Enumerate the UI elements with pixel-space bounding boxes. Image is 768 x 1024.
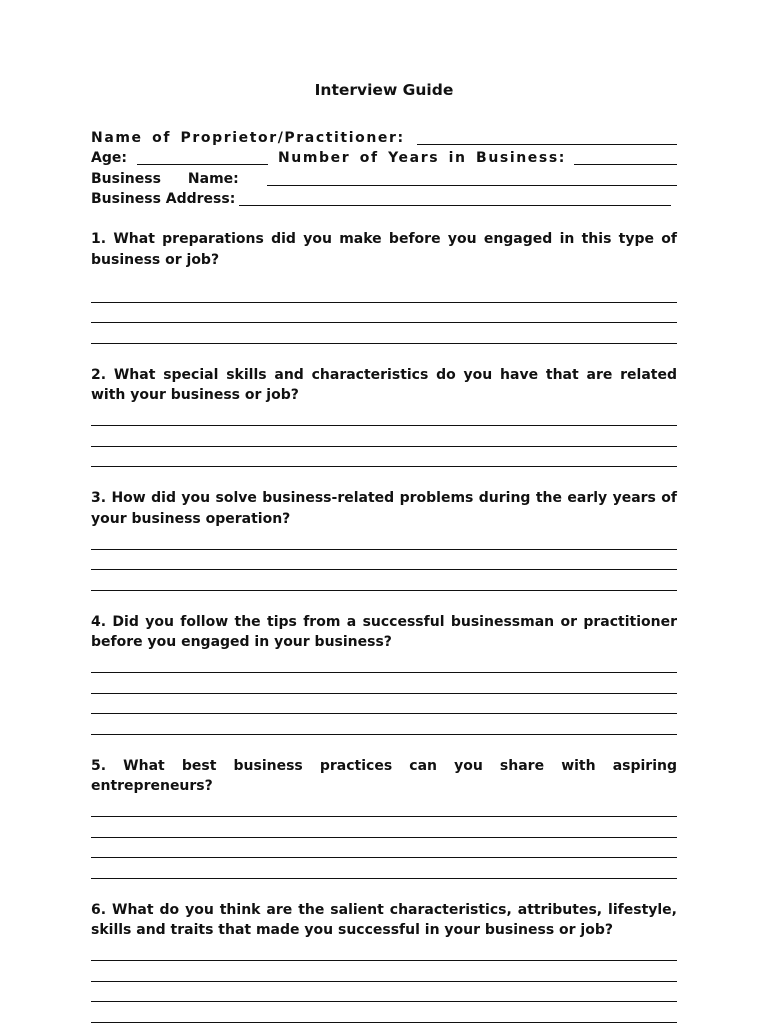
question-6 (91, 900, 677, 1023)
question-2 (91, 365, 677, 468)
years-label: Number of Years in Business: (277, 150, 566, 166)
answer-line[interactable] (91, 447, 677, 468)
age-blank[interactable] (137, 151, 268, 165)
answer-line[interactable] (91, 858, 677, 879)
question-1-text: 1. What preparations did you make before you engaged in this type of business or job? (91, 231, 677, 268)
years-blank[interactable] (574, 151, 677, 165)
age-years-row (91, 147, 677, 168)
answer-line[interactable] (91, 570, 677, 591)
answer-line[interactable] (91, 529, 677, 550)
question-6-text: 6. What do you think are the salient characteristics, attributes, lifestyle, skills and traits that made you successful in your business or job? (91, 901, 677, 938)
question-3-text: 3. How did you solve business-related problems during the early years of your business operation? (91, 490, 677, 527)
business-name-blank[interactable] (267, 172, 677, 186)
answer-line[interactable] (91, 982, 677, 1003)
question-4 (91, 612, 677, 735)
business-address-row (91, 188, 677, 209)
answer-line[interactable] (91, 426, 677, 447)
answer-line[interactable] (91, 303, 677, 324)
respondent-info (91, 126, 677, 208)
page-title: Interview Guide (314, 81, 454, 99)
answer-line[interactable] (91, 817, 677, 838)
question-5 (91, 756, 677, 879)
business-name-label-1: Business (91, 170, 161, 187)
answer-line[interactable] (91, 838, 677, 859)
business-address-label: Business Address: (91, 191, 236, 207)
answer-line[interactable] (91, 714, 677, 735)
answer-line[interactable] (91, 797, 677, 818)
interview-guide-page (91, 78, 677, 1023)
question-3 (91, 488, 677, 591)
question-4-text: 4. Did you follow the tips from a successful businessman or practitioner before you engaged in your business? (91, 613, 677, 650)
proprietor-blank[interactable] (417, 131, 677, 145)
question-5-text: 5. What best business practices can you share with aspiring entrepreneurs? (91, 757, 677, 794)
answer-line[interactable] (91, 694, 677, 715)
business-name-row (91, 167, 677, 188)
question-2-text: 2. What special skills and characteristics do you have that are related with your business or job? (91, 366, 677, 403)
question-1 (91, 229, 677, 344)
answer-line[interactable] (91, 653, 677, 674)
answer-line[interactable] (91, 323, 677, 344)
business-address-blank[interactable] (239, 192, 671, 206)
answer-line[interactable] (91, 550, 677, 571)
answer-line[interactable] (91, 1002, 677, 1023)
answer-line[interactable] (91, 282, 677, 303)
business-name-label-2: Name: (187, 170, 239, 187)
answer-line[interactable] (91, 673, 677, 694)
age-label: Age: (91, 150, 127, 166)
proprietor-row (91, 126, 677, 147)
answer-line[interactable] (91, 941, 677, 962)
answer-line[interactable] (91, 406, 677, 427)
answer-line[interactable] (91, 961, 677, 982)
proprietor-label: Name of Proprietor/Practitioner: (91, 129, 405, 146)
